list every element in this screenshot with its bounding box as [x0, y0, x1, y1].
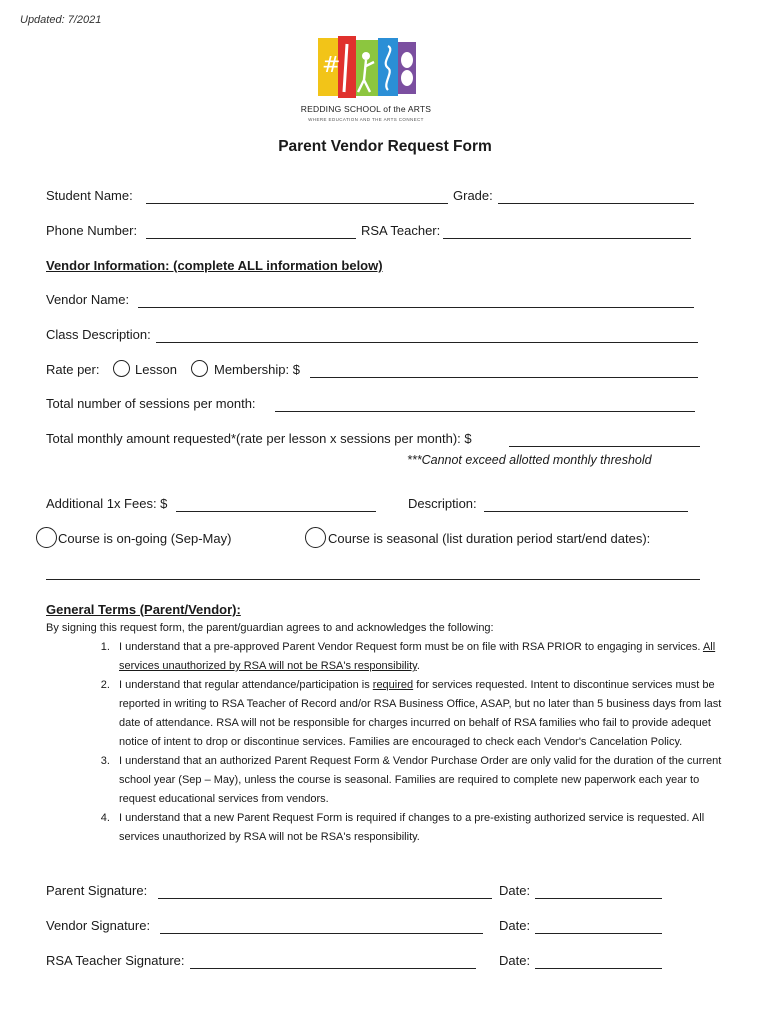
school-name: REDDING SCHOOL of the ARTS	[300, 104, 432, 114]
teacher-date-label: Date:	[499, 953, 531, 968]
updated-date: Updated: 7/2021	[20, 14, 102, 26]
vendor-signature-label: Vendor Signature:	[46, 918, 151, 933]
terms-item-4: 4. I understand that a new Parent Request Form is required if changes to a pre-existing authorized service is requested. All services unauthorized by RSA will not be RSA's responsibility.	[113, 809, 736, 847]
class-description-label: Class Description:	[46, 327, 151, 342]
additional-fees-label: Additional 1x Fees: $	[46, 496, 168, 511]
terms-block	[46, 619, 736, 847]
rsa-teacher-field[interactable]	[443, 238, 691, 239]
form-title: Parent Vendor Request Form	[278, 138, 492, 155]
vendor-name-label: Vendor Name:	[46, 292, 130, 307]
additional-fees-field[interactable]	[176, 511, 376, 512]
phone-number-field[interactable]	[146, 238, 356, 239]
ongoing-label: Course is on-going (Sep-May)	[58, 531, 232, 546]
seasonal-dates-field[interactable]	[46, 579, 700, 580]
phone-number-label: Phone Number:	[46, 223, 138, 238]
terms-item-3: 3. I understand that an authorized Parent Request Form & Vendor Purchase Order are only valid for the duration of the current school year (Sep – May), unless the course is seasonal. Families are required to complete new paperwork each year to request educational services from vendors.	[113, 752, 736, 809]
seasonal-label: Course is seasonal (list duration period start/end dates):	[328, 531, 651, 546]
teacher-signature-field[interactable]	[190, 968, 476, 969]
monthly-amount-label: Total monthly amount requested*(rate per lesson x sessions per month): $	[46, 431, 472, 446]
terms-intro: By signing this request form, the parent/guardian agrees to and acknowledges the following:	[46, 622, 494, 634]
vendor-name-field[interactable]	[138, 307, 694, 308]
sessions-label: Total number of sessions per month:	[46, 396, 256, 411]
lesson-radio[interactable]	[113, 360, 130, 377]
parent-signature-field[interactable]	[158, 898, 492, 899]
grade-label: Grade:	[453, 188, 493, 203]
lesson-label: Lesson	[135, 362, 177, 377]
teacher-date-field[interactable]	[535, 968, 662, 969]
general-terms-heading: General Terms (Parent/Vendor):	[46, 602, 241, 617]
monthly-amount-field[interactable]	[509, 446, 700, 447]
description-field[interactable]	[484, 511, 688, 512]
school-logo	[312, 36, 422, 130]
grade-field[interactable]	[498, 203, 694, 204]
vendor-date-label: Date:	[499, 918, 531, 933]
parent-date-field[interactable]	[535, 898, 662, 899]
vendor-date-field[interactable]	[535, 933, 662, 934]
rsa-teacher-label: RSA Teacher:	[361, 223, 441, 238]
svg-text:#: #	[322, 53, 341, 78]
rate-per-label: Rate per:	[46, 362, 100, 377]
membership-radio[interactable]	[191, 360, 208, 377]
description-label: Description:	[408, 496, 477, 511]
student-name-field[interactable]	[146, 203, 448, 204]
parent-signature-label: Parent Signature:	[46, 883, 148, 898]
parent-date-label: Date:	[499, 883, 531, 898]
membership-label: Membership: $	[214, 362, 300, 377]
terms-list	[46, 638, 736, 847]
student-name-label: Student Name:	[46, 188, 133, 203]
seasonal-radio[interactable]	[305, 527, 326, 548]
threshold-note: ***Cannot exceed allotted monthly threshold	[407, 453, 652, 467]
vendor-signature-field[interactable]	[160, 933, 483, 934]
vendor-info-heading: Vendor Information: (complete ALL information below)	[46, 258, 383, 273]
teacher-signature-label: RSA Teacher Signature:	[46, 953, 185, 968]
sessions-field[interactable]	[275, 411, 695, 412]
terms-item-2: 2. I understand that regular attendance/participation is required for services requested. Intent to discontinue services must be reported in writing to RSA Teacher of Record and/or RSA Business Office, ASAP, but no later than 5 business days from last date of attendance. RSA will not be responsible for charges incurred on behalf of RSA families who fail to provide adequet notice of intent to drop or discontinue services. Families are encouraged to check each Vendor's Cancelation Policy.	[113, 676, 736, 752]
terms-item-1: 1. I understand that a pre-approved Parent Vendor Request form must be on file with RSA PRIOR to engaging in services. All services unauthorized by RSA will not be RSA's responsibility.	[113, 638, 736, 676]
school-tagline: WHERE EDUCATION AND THE ARTS CONNECT	[308, 117, 424, 122]
ongoing-radio[interactable]	[36, 527, 57, 548]
class-description-field[interactable]	[156, 342, 698, 343]
membership-amount-field[interactable]	[310, 377, 698, 378]
